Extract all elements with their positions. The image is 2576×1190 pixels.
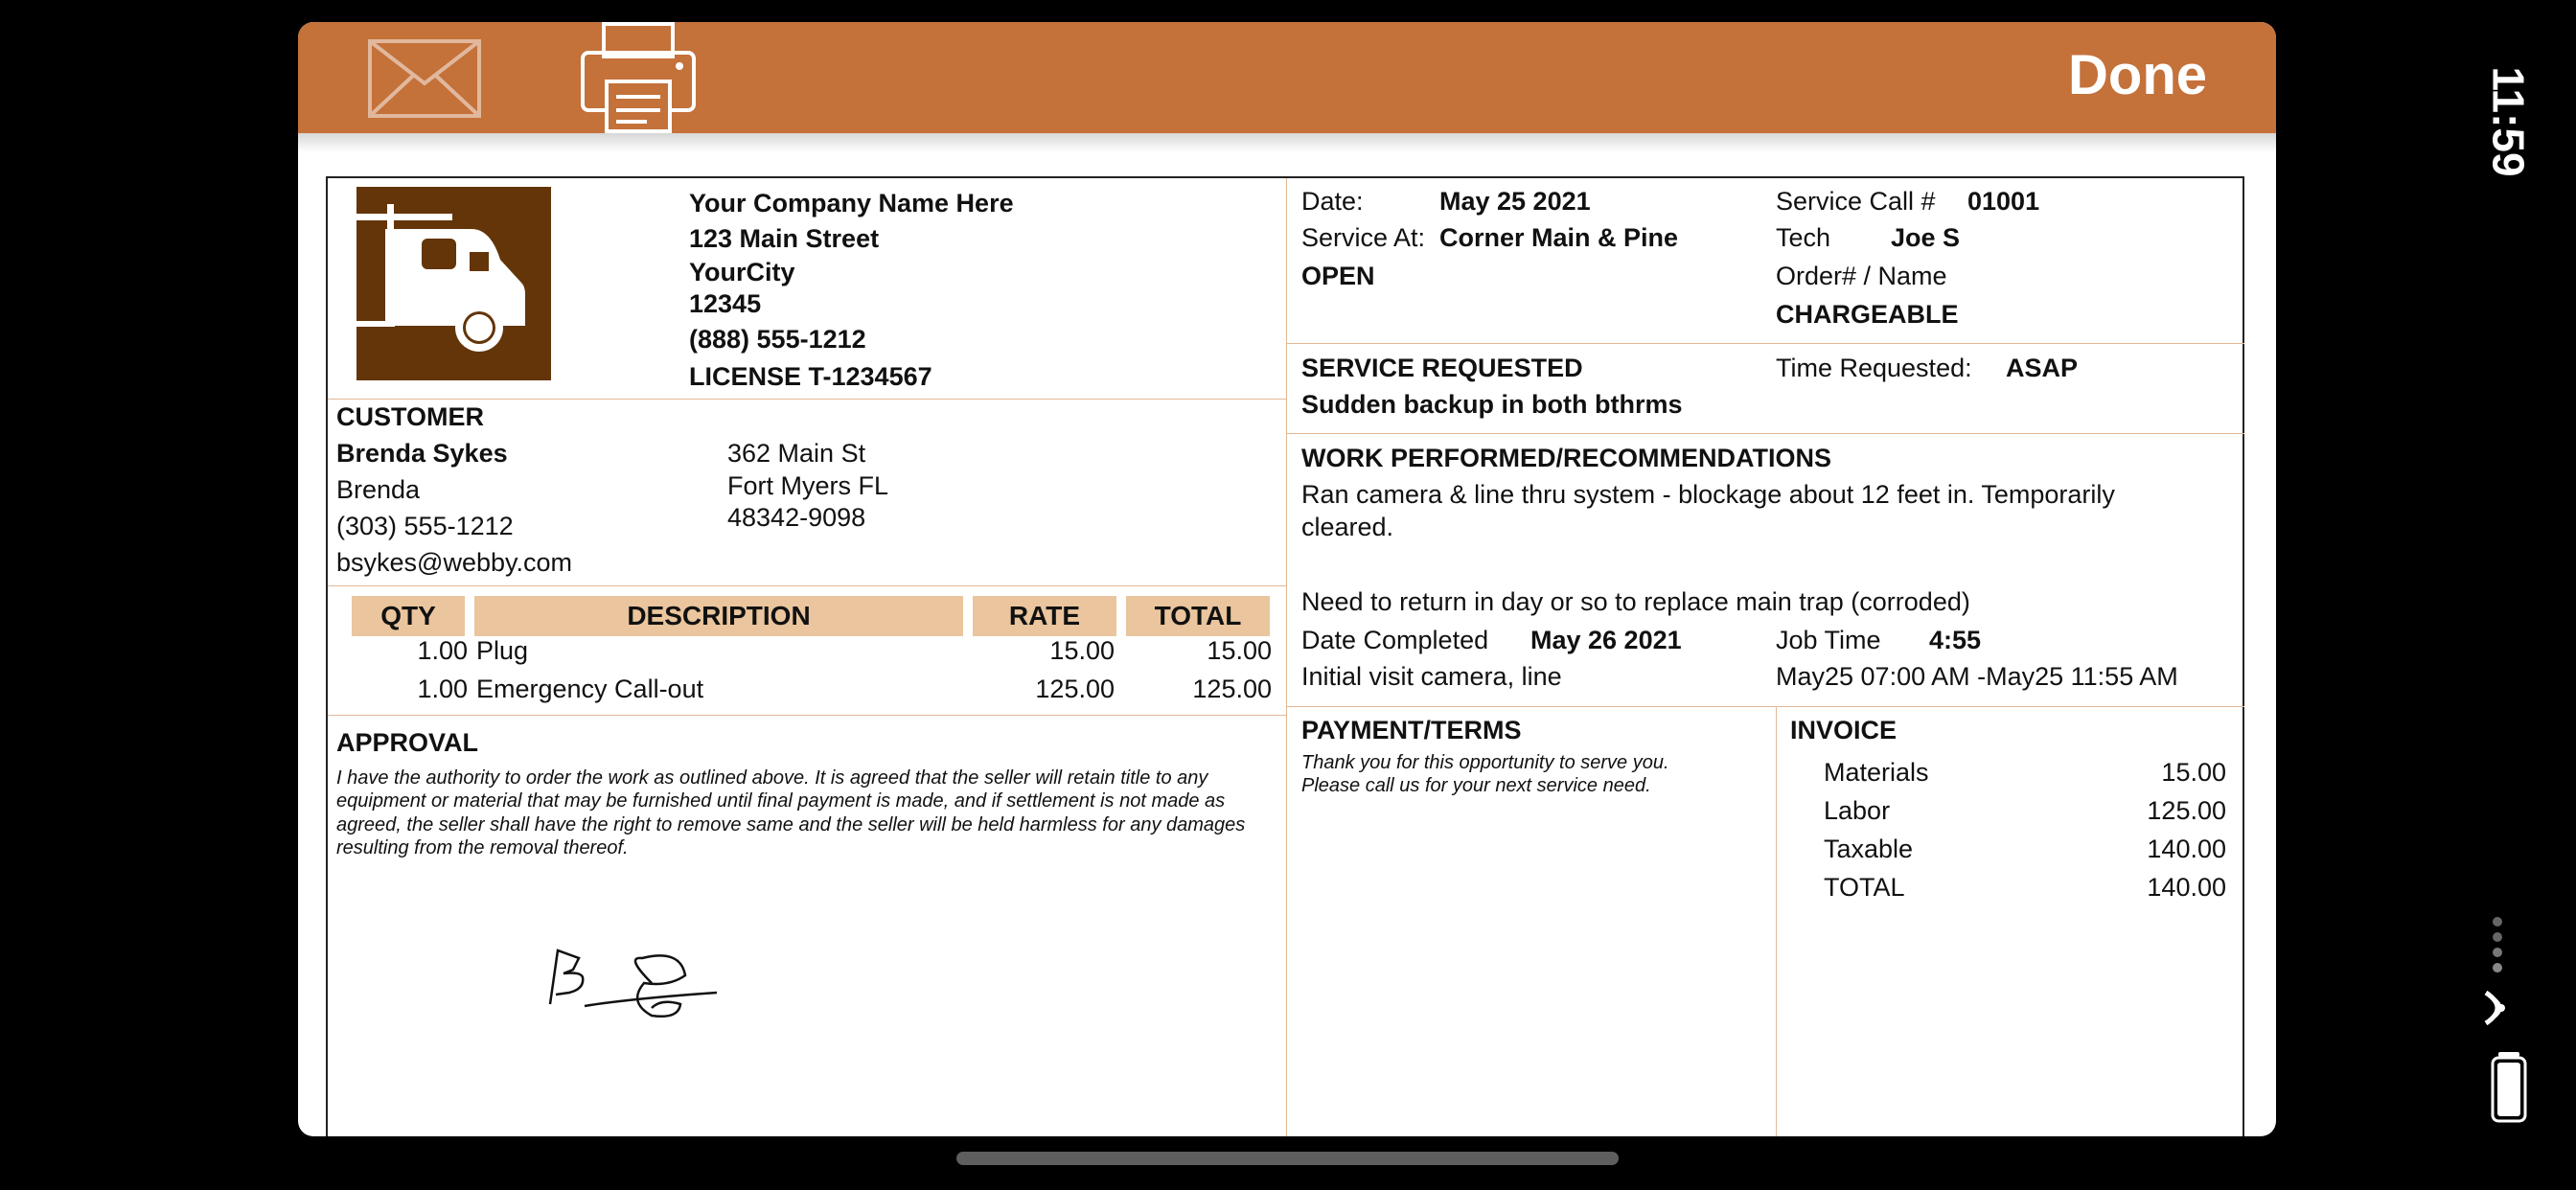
time-requested-value: ASAP xyxy=(2006,354,2079,382)
dots-icon xyxy=(2488,916,2507,973)
item-rate: 15.00 xyxy=(1049,636,1115,665)
status-time: 11:59 xyxy=(2483,66,2534,177)
work-performed-line: Need to return in day or so to replace main trap (corroded) xyxy=(1301,587,1970,616)
company-name: Your Company Name Here xyxy=(689,189,1014,217)
invoice-label: Taxable xyxy=(1824,835,1914,863)
order-label: Order# / Name xyxy=(1776,262,1947,290)
customer-phone: (303) 555-1212 xyxy=(336,512,514,540)
work-performed-line: Ran camera & line thru system - blockage about 12 feet in. Temporarily xyxy=(1301,480,2115,509)
item-qty: 1.00 xyxy=(417,636,468,665)
service-requested-text: Sudden backup in both bthrms xyxy=(1301,390,1683,419)
wifi-icon xyxy=(2480,987,2518,1029)
payment-heading: PAYMENT/TERMS xyxy=(1301,716,1522,744)
work-performed-heading: WORK PERFORMED/RECOMMENDATIONS xyxy=(1301,444,1831,472)
customer-email: bsykes@webby.com xyxy=(336,548,572,577)
service-at-label: Service At: xyxy=(1301,223,1426,252)
customer-address-line1: 362 Main St xyxy=(727,439,866,468)
invoice-value: 125.00 xyxy=(2147,796,2226,825)
time-window: May25 07:00 AM -May25 11:55 AM xyxy=(1776,662,2178,691)
company-phone: (888) 555-1212 xyxy=(689,325,866,354)
job-time-label: Job Time xyxy=(1776,626,1881,654)
invoice-sheet xyxy=(298,22,2276,1136)
mail-icon[interactable] xyxy=(367,35,482,122)
approval-text: I have the authority to order the work as outlined above. It is agreed that the seller will retain title to any equipment or material that may be furnished until final payment is made, and if settlement is not made as agreed, the seller shall have the right to remove same and the seller will be held harmless for any damages resulting from the removal thereof. xyxy=(336,767,1246,859)
invoice-label: Labor xyxy=(1824,796,1891,825)
company-city: YourCity xyxy=(689,258,795,286)
invoice-value: 140.00 xyxy=(2147,873,2226,902)
customer-first-name: Brenda xyxy=(336,475,421,504)
service-requested-heading: SERVICE REQUESTED xyxy=(1301,354,1583,382)
item-qty: 1.00 xyxy=(417,675,468,703)
status-badge: OPEN xyxy=(1301,262,1375,290)
printer-icon[interactable] xyxy=(580,22,697,133)
tech-label: Tech xyxy=(1776,223,1831,252)
toolbar xyxy=(298,22,2276,133)
battery-icon xyxy=(2490,1052,2528,1123)
column-divider xyxy=(1286,178,1287,1136)
item-description: Emergency Call-out xyxy=(476,675,704,703)
invoice-divider xyxy=(1776,706,1777,1136)
invoice-heading: INVOICE xyxy=(1790,716,1898,744)
description-header: DESCRIPTION xyxy=(474,596,963,636)
date-completed-value: May 26 2021 xyxy=(1530,626,1682,654)
home-indicator[interactable] xyxy=(956,1152,1619,1165)
time-requested-label: Time Requested: xyxy=(1776,354,1972,382)
total-header: TOTAL xyxy=(1126,596,1270,636)
service-call-label: Service Call # xyxy=(1776,187,1936,216)
job-time-value: 4:55 xyxy=(1929,626,1982,654)
work-performed-line: cleared. xyxy=(1301,513,1394,541)
qty-header: QTY xyxy=(352,596,465,636)
customer-name: Brenda Sykes xyxy=(336,439,508,468)
service-at-value: Corner Main & Pine xyxy=(1439,223,1679,252)
item-rate: 125.00 xyxy=(1035,675,1115,703)
invoice-label: Materials xyxy=(1824,758,1929,787)
date-value: May 25 2021 xyxy=(1439,187,1591,216)
item-total: 125.00 xyxy=(1192,675,1272,703)
company-logo xyxy=(356,187,551,380)
divider xyxy=(1286,343,2244,344)
customer-heading: CUSTOMER xyxy=(336,402,485,431)
rate-header: RATE xyxy=(973,596,1116,636)
invoice-value: 140.00 xyxy=(2147,835,2226,863)
company-street: 123 Main Street xyxy=(689,224,880,253)
invoice-label: TOTAL xyxy=(1824,873,1905,902)
service-call-number: 01001 xyxy=(1967,187,2040,216)
item-total: 15.00 xyxy=(1207,636,1272,665)
company-license: LICENSE T-1234567 xyxy=(689,362,932,391)
customer-address-line2: Fort Myers FL xyxy=(727,471,889,500)
date-label: Date: xyxy=(1301,187,1364,216)
document-shadow xyxy=(298,133,2276,152)
tech-value: Joe S xyxy=(1891,223,1961,252)
date-completed-label: Date Completed xyxy=(1301,626,1489,654)
payment-line: Thank you for this opportunity to serve you. xyxy=(1301,752,1669,773)
company-zip: 12345 xyxy=(689,289,762,318)
visit-note: Initial visit camera, line xyxy=(1301,662,1562,691)
invoice-document xyxy=(326,176,2244,1136)
approval-heading: APPROVAL xyxy=(336,728,479,757)
billing-status: CHARGEABLE xyxy=(1776,300,1959,329)
item-description: Plug xyxy=(476,636,529,665)
customer-address-line3: 48342-9098 xyxy=(727,503,866,532)
payment-line: Please call us for your next service need. xyxy=(1301,775,1651,796)
divider xyxy=(1286,433,2244,434)
divider xyxy=(328,715,1286,716)
invoice-value: 15.00 xyxy=(2161,758,2226,787)
divider xyxy=(328,585,1286,586)
divider xyxy=(1286,706,2244,707)
done-button[interactable]: Done xyxy=(2068,44,2207,106)
signature xyxy=(537,945,719,1031)
